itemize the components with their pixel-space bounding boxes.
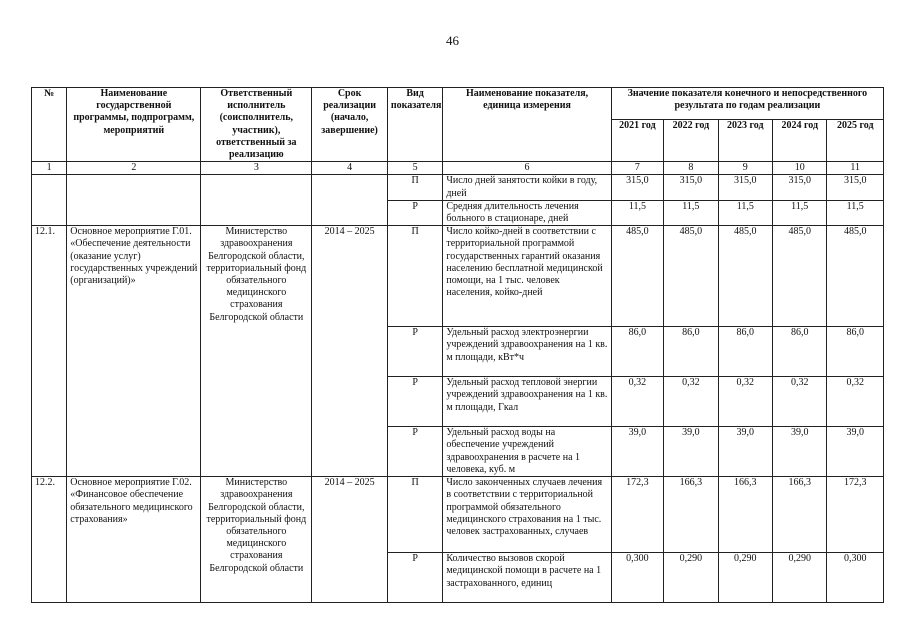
indicator-type: П <box>387 175 442 200</box>
indicator-name: Удельный расход электроэнергии учреждений здравоохранения на 1 кв. м площади, кВт*ч <box>443 327 611 377</box>
column-numbers-row <box>32 162 884 175</box>
indicator-name: Число дней занятости койки в году, дней <box>443 175 611 200</box>
column-number: 1 <box>32 162 67 175</box>
value-cell: 166,3 <box>664 477 718 553</box>
indicator-type: П <box>387 477 442 553</box>
column-number: 3 <box>201 162 312 175</box>
column-number: 5 <box>387 162 442 175</box>
value-cell: 0,300 <box>827 553 884 603</box>
value-cell: 172,3 <box>827 477 884 553</box>
table-row <box>32 175 884 200</box>
page-number: 46 <box>446 33 459 48</box>
item-number: 12.2. <box>32 477 67 603</box>
header-year: 2021 год <box>611 119 663 162</box>
header-year: 2023 год <box>718 119 772 162</box>
table-header <box>32 88 884 162</box>
value-cell: 11,5 <box>827 200 884 225</box>
responsible-executor: Министерство здравоохранения Белгородской области, территориальный фонд обязательного медицинского страхования Белгородской области <box>201 226 312 477</box>
column-number: 4 <box>312 162 388 175</box>
value-cell: 11,5 <box>664 200 718 225</box>
value-cell: 315,0 <box>827 175 884 200</box>
indicator-name: Количество вызовов скорой медицинской помощи в расчете на 1 застрахованного, единиц <box>443 553 611 603</box>
value-cell: 485,0 <box>664 226 718 327</box>
value-cell: 0,32 <box>611 377 663 427</box>
activity-name: Основное мероприятие Г.01. «Обеспечение деятельности (оказание услуг) государственных учреждений (организаций)» <box>67 226 201 477</box>
header-year: 2024 год <box>773 119 827 162</box>
table-row <box>32 477 884 553</box>
column-number: 11 <box>827 162 884 175</box>
header-period: Срок реализации (начало, завершение) <box>312 88 388 162</box>
indicator-type: Р <box>387 200 442 225</box>
column-number: 7 <box>611 162 663 175</box>
value-cell: 166,3 <box>718 477 772 553</box>
indicator-name: Удельный расход тепловой энергии учреждений здравоохранения на 1 кв. м площади, Гкал <box>443 377 611 427</box>
value-cell: 0,300 <box>611 553 663 603</box>
value-cell: 86,0 <box>718 327 772 377</box>
header-year: 2025 год <box>827 119 884 162</box>
indicator-name: Число койко-дней в соответствии с территориальной программой государственных гарантий оказания населению бесплатной медицинской помощи, на 1 тыс. человек населения, койко-дней <box>443 226 611 327</box>
header-name: Наименование государственной программы, подпрограмм, мероприятий <box>67 88 201 162</box>
value-cell: 11,5 <box>773 200 827 225</box>
indicator-name: Число законченных случаев лечения в соответствии с территориальной программой обязательного медицинского страхования на 1 тыс. человек застрахованных, случаев <box>443 477 611 553</box>
indicator-type: Р <box>387 553 442 603</box>
value-cell: 11,5 <box>611 200 663 225</box>
indicator-type: П <box>387 226 442 327</box>
value-cell: 86,0 <box>664 327 718 377</box>
value-cell: 0,290 <box>664 553 718 603</box>
value-cell: 39,0 <box>773 427 827 477</box>
column-number: 2 <box>67 162 201 175</box>
value-cell: 315,0 <box>611 175 663 200</box>
column-number: 9 <box>718 162 772 175</box>
indicators-table <box>31 87 884 603</box>
header-values-group: Значение показателя конечного и непосредственного результата по годам реализации <box>611 88 883 120</box>
value-cell: 0,32 <box>664 377 718 427</box>
indicator-type: Р <box>387 377 442 427</box>
header-executor: Ответственный исполнитель (соисполнитель, участник), ответственный за реализацию <box>201 88 312 162</box>
header-type: Вид показателя <box>387 88 442 162</box>
column-number: 8 <box>664 162 718 175</box>
item-number: 12.1. <box>32 226 67 477</box>
value-cell: 315,0 <box>664 175 718 200</box>
implementation-period: 2014 – 2025 <box>312 477 388 603</box>
header-indicator: Наименование показателя, единица измерения <box>443 88 611 162</box>
header-no: № <box>32 88 67 162</box>
indicator-name: Средняя длительность лечения больного в стационаре, дней <box>443 200 611 225</box>
header-year: 2022 год <box>664 119 718 162</box>
value-cell: 39,0 <box>718 427 772 477</box>
indicator-name: Удельный расход воды на обеспечение учреждений здравоохранения в расчете на 1 человека, куб. м <box>443 427 611 477</box>
value-cell: 39,0 <box>611 427 663 477</box>
value-cell: 0,32 <box>827 377 884 427</box>
column-number: 10 <box>773 162 827 175</box>
value-cell: 0,32 <box>718 377 772 427</box>
value-cell: 0,290 <box>718 553 772 603</box>
value-cell: 86,0 <box>827 327 884 377</box>
value-cell: 485,0 <box>773 226 827 327</box>
value-cell: 485,0 <box>611 226 663 327</box>
value-cell: 39,0 <box>827 427 884 477</box>
value-cell: 315,0 <box>718 175 772 200</box>
value-cell: 172,3 <box>611 477 663 553</box>
value-cell: 39,0 <box>664 427 718 477</box>
value-cell: 11,5 <box>718 200 772 225</box>
value-cell: 166,3 <box>773 477 827 553</box>
value-cell: 0,32 <box>773 377 827 427</box>
value-cell: 86,0 <box>773 327 827 377</box>
value-cell: 315,0 <box>773 175 827 200</box>
table-row <box>32 226 884 327</box>
value-cell: 0,290 <box>773 553 827 603</box>
responsible-executor: Министерство здравоохранения Белгородской области, территориальный фонд обязательного медицинского страхования Белгородской области <box>201 477 312 603</box>
indicator-type: Р <box>387 427 442 477</box>
column-number: 6 <box>443 162 611 175</box>
indicator-type: Р <box>387 327 442 377</box>
value-cell: 86,0 <box>611 327 663 377</box>
activity-name: Основное мероприятие Г.02. «Финансовое обеспечение обязательного медицинского страхования» <box>67 477 201 603</box>
value-cell: 485,0 <box>718 226 772 327</box>
implementation-period: 2014 – 2025 <box>312 226 388 477</box>
value-cell: 485,0 <box>827 226 884 327</box>
